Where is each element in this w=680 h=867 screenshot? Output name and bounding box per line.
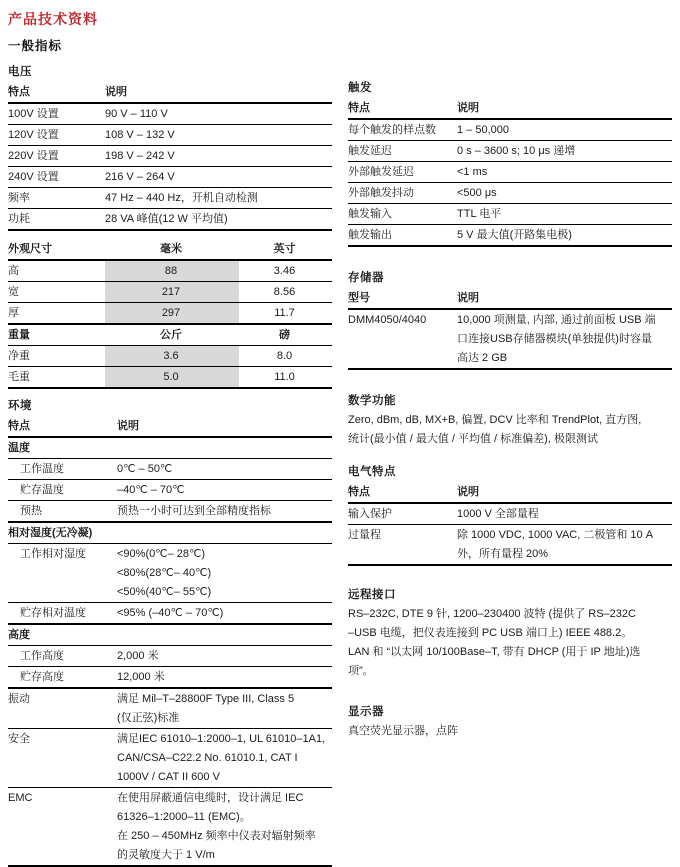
row-label: 过量程 [348, 525, 457, 566]
row-label: 220V 设置 [8, 146, 105, 167]
row-value: 0℃ – 50℃ [117, 459, 332, 480]
row-value: 90 V – 110 V [105, 103, 332, 125]
table-row [348, 119, 672, 141]
row-value-mm: 297 [105, 303, 239, 325]
row-value: 5 V 最大值(开路集电极) [457, 225, 672, 247]
column-header: 外观尺寸 [8, 239, 105, 260]
column-header: 说明 [117, 416, 332, 437]
column-header: 磅 [239, 324, 332, 346]
dimensions-table [8, 239, 332, 389]
table-header-row [8, 239, 332, 260]
table-header-row [8, 416, 332, 437]
row-value: 12,000 米 [117, 667, 332, 689]
table-row [348, 162, 672, 183]
row-value [117, 624, 332, 646]
column-header: 公斤 [105, 324, 239, 346]
row-value: 108 V – 132 V [105, 125, 332, 146]
row-value-inch: 11.7 [239, 303, 332, 325]
row-label: 工作相对湿度 [8, 544, 117, 603]
row-label: 外部触发延迟 [348, 162, 457, 183]
column-header: 特点 [8, 416, 117, 437]
trigger-section-heading: 触发 [348, 82, 372, 94]
row-value: 10,000 项测量, 内部, 通过前面板 USB 端 口连接USB存储器模块(单独提供)时容量 高达 2 GB [457, 309, 672, 369]
electrical-section-heading: 电气特点 [348, 466, 396, 478]
row-value-kg: 5.0 [105, 367, 239, 389]
group-label: 相对湿度(无冷凝) [8, 522, 332, 544]
row-label: 振动 [8, 688, 117, 729]
row-value: –40℃ – 70℃ [117, 480, 332, 501]
group-row [8, 522, 332, 544]
row-value: 在使用屏蔽通信电缆时，设计满足 IEC 61326–1:2000–11 (EMC)。 在 250 – 450MHz 频率中仪表对辐射频率 的灵敏度大于 1 V/m [117, 788, 332, 867]
display-description: 真空荧光显示器，点阵 [348, 725, 458, 737]
row-label: 输入保护 [348, 503, 457, 525]
page-subtitle: 一般指标 [8, 39, 63, 53]
table-header-row [348, 288, 672, 309]
row-label: DMM4050/4040 [348, 309, 457, 369]
table-row [348, 183, 672, 204]
display-section-heading: 显示器 [348, 706, 384, 718]
table-row [8, 188, 332, 209]
table-row [8, 667, 332, 689]
row-value [117, 437, 332, 459]
two-column-layout [8, 63, 672, 867]
column-header: 说明 [457, 98, 672, 119]
math-description: Zero, dBm, dB, MX+B, 偏置, DCV 比率和 TrendPlot, 直方图, 统计(最小值 / 最大值 / 平均值 / 标准偏差), 极限测试 [348, 414, 642, 445]
row-value-lb: 11.0 [239, 367, 332, 389]
environment-table [8, 416, 332, 867]
row-value: 1 – 50,000 [457, 119, 672, 141]
row-value: <1 ms [457, 162, 672, 183]
column-header: 特点 [8, 82, 105, 103]
table-row [348, 141, 672, 162]
memory-table [348, 288, 672, 370]
row-label: 触发输入 [348, 204, 457, 225]
group-row [8, 624, 332, 646]
row-value: <500 μs [457, 183, 672, 204]
weight-header-row [8, 324, 332, 346]
row-label: EMC [8, 788, 117, 867]
row-label: 工作高度 [8, 646, 117, 667]
row-label: 频率 [8, 188, 105, 209]
row-label: 高 [8, 260, 105, 282]
row-label: 贮存高度 [8, 667, 117, 689]
row-value-mm: 217 [105, 282, 239, 303]
row-label: 贮存温度 [8, 480, 117, 501]
table-row [8, 646, 332, 667]
group-row [8, 437, 332, 459]
row-value: <90%(0℃– 28℃) <80%(28℃– 40℃) <50%(40℃– 55℃) [117, 544, 332, 603]
row-value: 预热一小时可达到全部精度指标 [117, 501, 332, 523]
table-row [8, 260, 332, 282]
table-header-row [348, 482, 672, 503]
row-label: 240V 设置 [8, 167, 105, 188]
column-header: 毫米 [105, 239, 239, 260]
column-header: 说明 [105, 82, 332, 103]
row-label: 触发输出 [348, 225, 457, 247]
voltage-table [8, 82, 332, 231]
table-row [8, 367, 332, 389]
memory-section-heading: 存储器 [348, 272, 384, 284]
voltage-section-heading: 电压 [8, 66, 32, 78]
table-row [8, 544, 332, 603]
row-value: 216 V – 264 V [105, 167, 332, 188]
row-value: <95% (–40℃ – 70℃) [117, 603, 332, 625]
row-value-inch: 3.46 [239, 260, 332, 282]
table-row [8, 209, 332, 231]
row-label: 贮存相对温度 [8, 603, 117, 625]
column-header: 型号 [348, 288, 457, 309]
page-title: 产品技术资料 [8, 11, 98, 27]
table-row [348, 309, 672, 369]
row-value: 满足IEC 61010–1:2000–1, UL 61010–1A1, CAN/CSA–C22.2 No. 61010.1, CAT I 1000V / CAT II 600 V [117, 729, 332, 788]
remote-description: RS–232C, DTE 9 针, 1200–230400 波特 (提供了 RS–232C –USB 电缆，把仪表连接到 PC USB 端口上) IEEE 488.2。 LAN 和 “以太网 10/100Base–T, 带有 DHCP (用于 IP 地址)选 项”。 [348, 608, 641, 677]
table-header-row [348, 98, 672, 119]
table-row [348, 204, 672, 225]
row-label: 厚 [8, 303, 105, 325]
row-label: 工作温度 [8, 459, 117, 480]
table-row [8, 146, 332, 167]
table-row [8, 729, 332, 788]
column-header: 英寸 [239, 239, 332, 260]
row-value: 除 1000 VDC, 1000 VAC, 二极管和 10 A 外，所有量程 20% [457, 525, 672, 566]
table-row [8, 303, 332, 325]
row-value: 满足 Mil–T–28800F Type III, Class 5 (仅正弦)标准 [117, 688, 332, 729]
row-label: 外部触发抖动 [348, 183, 457, 204]
group-label: 温度 [8, 437, 117, 459]
table-header-row [8, 82, 332, 103]
row-value: 28 VA 峰值(12 W 平均值) [105, 209, 332, 231]
row-value: 1000 V 全部量程 [457, 503, 672, 525]
row-value-mm: 88 [105, 260, 239, 282]
trigger-table [348, 98, 672, 247]
table-row [8, 103, 332, 125]
row-value-lb: 8.0 [239, 346, 332, 367]
row-value: TTL 电平 [457, 204, 672, 225]
row-label: 100V 设置 [8, 103, 105, 125]
remote-section-heading: 远程接口 [348, 589, 396, 601]
column-header: 特点 [348, 98, 457, 119]
row-label: 安全 [8, 729, 117, 788]
math-section-heading: 数学功能 [348, 395, 396, 407]
row-label: 触发延迟 [348, 141, 457, 162]
row-value: 47 Hz – 440 Hz，开机自动检测 [105, 188, 332, 209]
row-value: 0 s – 3600 s; 10 μs 递增 [457, 141, 672, 162]
right-column [348, 63, 672, 741]
table-row [8, 688, 332, 729]
row-label: 宽 [8, 282, 105, 303]
row-label: 预热 [8, 501, 117, 523]
table-row [8, 282, 332, 303]
row-label: 功耗 [8, 209, 105, 231]
group-label: 高度 [8, 624, 117, 646]
row-label: 毛重 [8, 367, 105, 389]
column-header: 重量 [8, 324, 105, 346]
table-row [8, 480, 332, 501]
row-label: 120V 设置 [8, 125, 105, 146]
table-row [8, 125, 332, 146]
table-row [8, 459, 332, 480]
table-row [8, 346, 332, 367]
table-row [8, 167, 332, 188]
table-row [8, 603, 332, 625]
table-row [348, 225, 672, 247]
row-label: 每个触发的样点数 [348, 119, 457, 141]
table-row [348, 525, 672, 566]
table-row [348, 503, 672, 525]
row-label: 净重 [8, 346, 105, 367]
row-value-kg: 3.6 [105, 346, 239, 367]
table-row [8, 788, 332, 867]
row-value: 2,000 米 [117, 646, 332, 667]
table-row [8, 501, 332, 523]
electrical-table [348, 482, 672, 566]
column-header: 特点 [348, 482, 457, 503]
environment-section-heading: 环境 [8, 400, 32, 412]
left-column [8, 63, 332, 867]
row-value-inch: 8.56 [239, 282, 332, 303]
row-value: 198 V – 242 V [105, 146, 332, 167]
column-header: 说明 [457, 482, 672, 503]
column-header: 说明 [457, 288, 672, 309]
